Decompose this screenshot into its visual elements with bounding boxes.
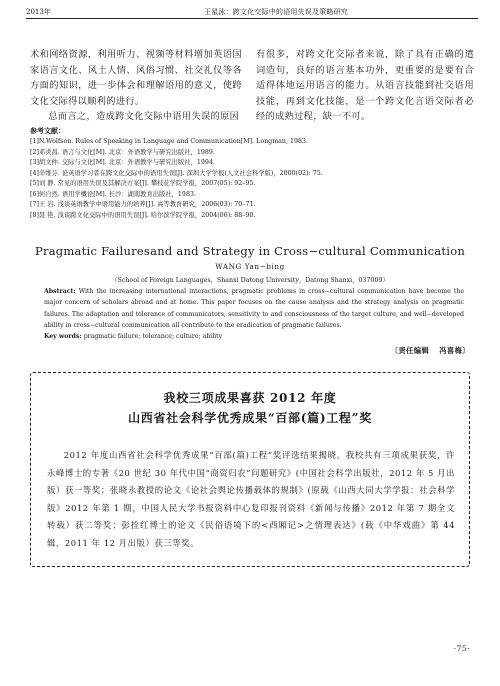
body-left-column bbox=[30, 47, 242, 125]
english-title: Pragmatic Failuresand and Strategy in Cross−cultural Communication bbox=[34, 244, 466, 258]
english-keywords bbox=[44, 333, 464, 340]
notice-body bbox=[47, 447, 455, 552]
notice-title-line2: 山西省社会科学优秀成果“百部(篇)工程”奖 bbox=[128, 411, 372, 425]
keywords-label: Key words: bbox=[44, 333, 82, 340]
references-heading: 参考文献： bbox=[30, 126, 65, 135]
notice-title-line1: 我校三项成果喜获 2012 年度 bbox=[163, 391, 337, 405]
left-paragraph-2: 总而言之，造成跨文化交际中语用失误的原因 bbox=[48, 111, 240, 123]
reference-item: [7]王 岩. 浅谈英语教学中语用能力的培养[J]. 高等教育研究，2006(03): 70–71. bbox=[30, 201, 256, 208]
editor-name: 冯喜梅〕 bbox=[439, 346, 470, 355]
body-right-column bbox=[256, 47, 474, 125]
responsible-editor bbox=[391, 346, 470, 356]
abstract-label: Abstract: bbox=[44, 288, 76, 295]
reference-item: [4]辛维芬. 论英语学习者在跨文化交际中的语用失误[J]. 深圳大学学报(人文社会科学版)，2000(02): 75. bbox=[30, 169, 323, 177]
running-title: 王星泳：跨文化交际中的语用失误及策略研究 bbox=[204, 8, 348, 16]
english-abstract bbox=[44, 286, 464, 332]
reference-item: [1]N.Wolfson. Rules of Speaking in Language and Communication[M]. Longman, 1983. bbox=[30, 138, 309, 145]
page-number: ·75· bbox=[453, 644, 470, 653]
left-paragraph-1: 术和网络资源，利用听力、视频等材料增加英语国家语言文化、风土人情、风俗习惯、社交礼仪等各方面的知识，进一步体会和理解语用的意义，使跨文化交际得以顺利的进行。 bbox=[30, 49, 242, 107]
reference-item: [6]何自然. 语用学概论[M]. 长沙：湖南教育出版社，1983. bbox=[30, 190, 196, 198]
notice-paragraph: 2012 年度山西省社会科学优秀成果“百部(篇)工程”奖评选结果揭晓。我校共有三项成果获奖，许永峰博士的专著《20 世纪 30 年代中国“商资归农”问题研究》(中国社会科学出版社，2012 年 5 月出版）获一等奖；张晓永教授的论文《论社会舆论传播载体的规制》(原载《山西大同大学学报：社会科学版》2012 年第 1 期，中国人民大学书报资料中心复印报刊资料《新闻与传播》2012 年第 7 期全文转载）获二等奖；彭拴红博士的论文《民俗语境下的<西厢记>之情理表达》(载《中华戏曲》第 44 辑，2011 年 12 月出版）获三等奖。 bbox=[47, 450, 455, 548]
english-affiliation: （School of Foreign Languages，Shanxi Datong University，Datong Shanxi，037009） bbox=[111, 277, 389, 284]
header-year: 2013年 bbox=[26, 8, 51, 16]
reference-item: [3]胡文仲. 交际与文化[M]. 北京：外语教学与研究出版社，1994. bbox=[30, 159, 215, 166]
abstract-text: With the increasing international interactions, pragmatic problems in cross−cultural communication have become the major concern of scholars abroad and at home. This paper focuses on the cause analysis and the strategy analysis on pragmatic failures. The adaptation and tolerance of communicators, sensitivity to and consciousness of the target culture, and well−developed ability in cross−cultural communication all contribute to the eradication of pragmatic failures. bbox=[44, 288, 464, 330]
references-section bbox=[30, 126, 470, 221]
reference-item: [5]刘 静. 常见的语用失误及其解决方案[J]. 攀枝花学院学报，2007(05): 92–95. bbox=[30, 180, 256, 187]
right-paragraph-1: 有很多，对跨文化交际者来说，除了具有正确的遣词造句，良好的语言基本功外，更重要的是要有合适得体地运用语言的能力。从语言技能到社交语用技能，再到文化技能，是一个跨文化言语交际者必经的成熟过程，缺一不可。 bbox=[256, 49, 474, 123]
reference-item: [8]聂 艳. 浅谈跨文化交际中的语用失误[J]. 哈尔滨学院学报，2004(06): 88–90. bbox=[30, 211, 256, 219]
award-notice-box bbox=[30, 372, 470, 567]
reference-item: [2]邓炎昌. 语言与文化[M]. 北京：外语教学与研究出版社，1989. bbox=[30, 148, 215, 156]
english-author: WANG Yan−bing bbox=[215, 262, 285, 271]
keywords-text: pragmatic failure; tolerance; culture; ability bbox=[81, 333, 223, 340]
editor-label: 〔责任编辑 bbox=[390, 346, 430, 355]
header-rule bbox=[26, 18, 478, 19]
